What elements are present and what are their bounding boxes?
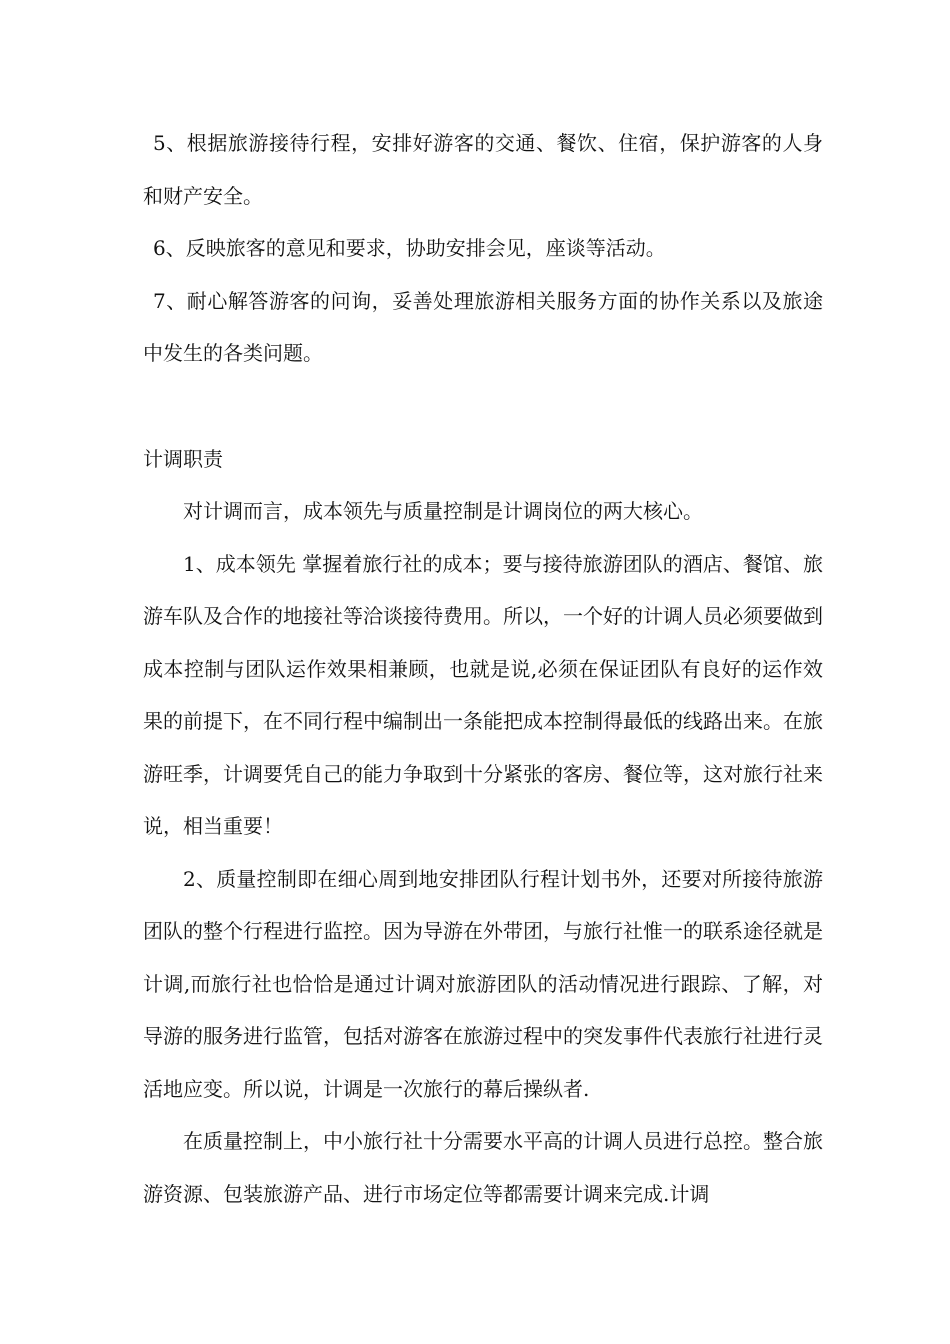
closing-paragraph: 在质量控制上，中小旅行社十分需要水平高的计调人员进行总控。整合旅游资源、包装旅游产品、进行市场定位等都需要计调来完成.计调 (143, 1129, 823, 1206)
list-item-7: 7、耐心解答游客的问询，妥善处理旅游相关服务方面的协作关系以及旅途中发生的各类问题。 (143, 288, 823, 365)
quality-control-paragraph: 2、质量控制即在细心周到地安排团队行程计划书外，还要对所接待旅游团队的整个行程进行监控。因为导游在外带团，与旅行社惟一的联系途径就是计调,而旅行社也恰恰是通过计调对旅游团队的活动情况进行跟踪、了解，对导游的服务进行监管，包括对游客在旅游过程中的突发事件代表旅行社进行灵活地应变。所以说，计调是一次旅行的幕后操纵者. (143, 866, 823, 1101)
section-spacer (143, 380, 823, 433)
section-title: 计调职责 (143, 446, 223, 471)
list-item-6: 6、反映旅客的意见和要求，协助安排会见，座谈等活动。 (153, 236, 666, 260)
document-page (143, 117, 823, 1220)
cost-leadership-paragraph: 1、成本领先 掌握着旅行社的成本；要与接待旅游团队的酒店、餐馆、旅游车队及合作的地接社等洽谈接待费用。所以，一个好的计调人员必须要做到成本控制与团队运作效果相兼顾，也就是说,必须在保证团队有良好的运作效果的前提下，在不同行程中编制出一条能把成本控制得最低的线路出来。在旅游旺季，计调要凭自己的能力争取到十分紧张的客房、餐位等，这对旅行社来说，相当重要！ (143, 551, 823, 838)
list-item-5: 5、根据旅游接待行程，安排好游客的交通、餐饮、住宿，保护游客的人身和财产安全。 (143, 131, 823, 208)
intro-paragraph: 对计调而言，成本领先与质量控制是计调岗位的两大核心。 (183, 499, 703, 523)
